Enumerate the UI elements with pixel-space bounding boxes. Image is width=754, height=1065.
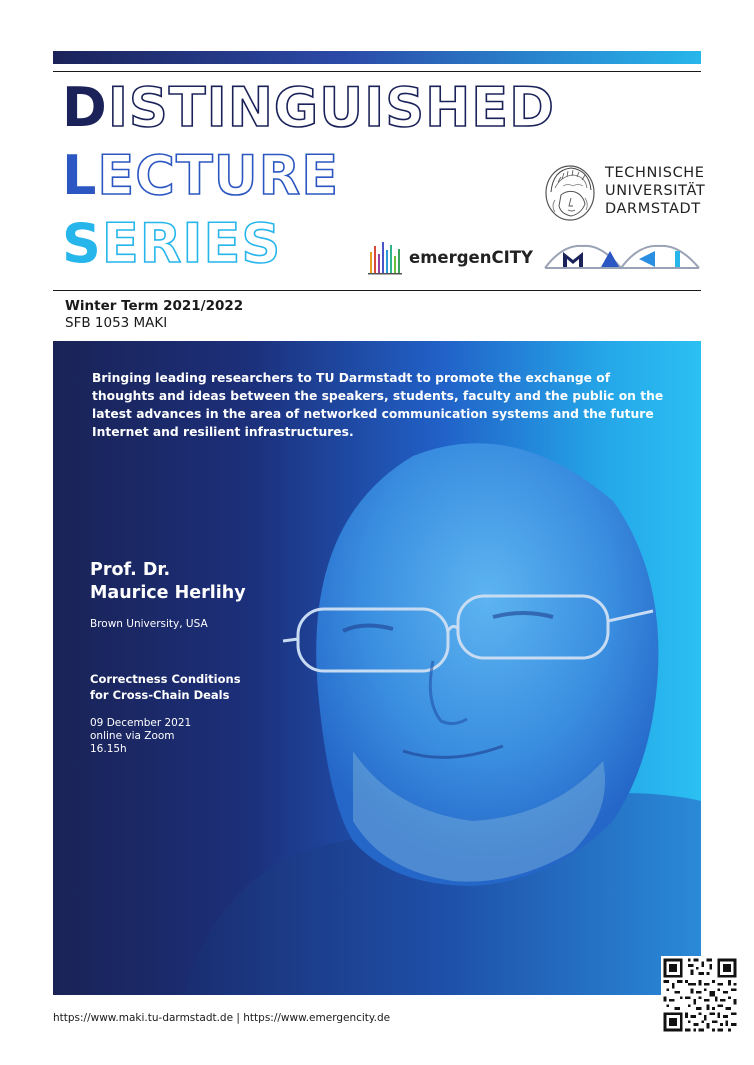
talk-date: 09 December 2021 [90,717,192,729]
emergencity-skyline-icon [367,240,407,276]
footer-links[interactable]: https://www.maki.tu-darmstadt.de | https://www.emergencity.de [53,1012,391,1024]
talk-title-line: for Cross-Chain Deals [90,688,230,702]
tu-logo-line: TECHNISCHE [605,165,705,181]
series-description: Bringing leading researchers to TU Darmstadt to promote the exchange of thoughts and ideas between the speakers, students, faculty and the public on the latest advances in the area of networked communication systems and the future Internet and resilient infrastructures. [92,371,664,439]
header-gradient-bar [53,51,701,64]
program-label: SFB 1053 MAKI [65,315,168,331]
talk-details [90,717,191,756]
speaker-panel [53,341,701,995]
speaker-title: Prof. Dr. [90,560,171,580]
title-line-distinguished: DISTINGUISHED [62,76,555,139]
section-rule [53,290,701,291]
emergencity-wordmark: emergenCITY [409,248,533,267]
speaker-name [90,559,246,605]
talk-title-line: Correctness Conditions [90,672,241,686]
athena-head-icon [541,162,599,224]
talk-time: 16.15h [90,743,127,755]
speaker-affiliation: Brown University, USA [90,618,208,630]
tu-darmstadt-logo [541,160,706,228]
header-rule [53,71,701,72]
term-label: Winter Term 2021/2022 [65,298,244,314]
speaker-fullname: Maurice Herlihy [90,583,246,603]
tu-logo-line: DARMSTADT [605,201,701,217]
maki-logo [543,240,701,272]
emergencity-logo [367,240,533,278]
talk-venue: online via Zoom [90,730,175,742]
talk-title [90,671,241,703]
tu-logo-line: UNIVERSITÄT [605,183,706,199]
title-line-lecture: LECTURE [62,144,340,207]
qr-code-icon[interactable] [661,956,739,1034]
title-line-series: SERIES [62,212,282,275]
